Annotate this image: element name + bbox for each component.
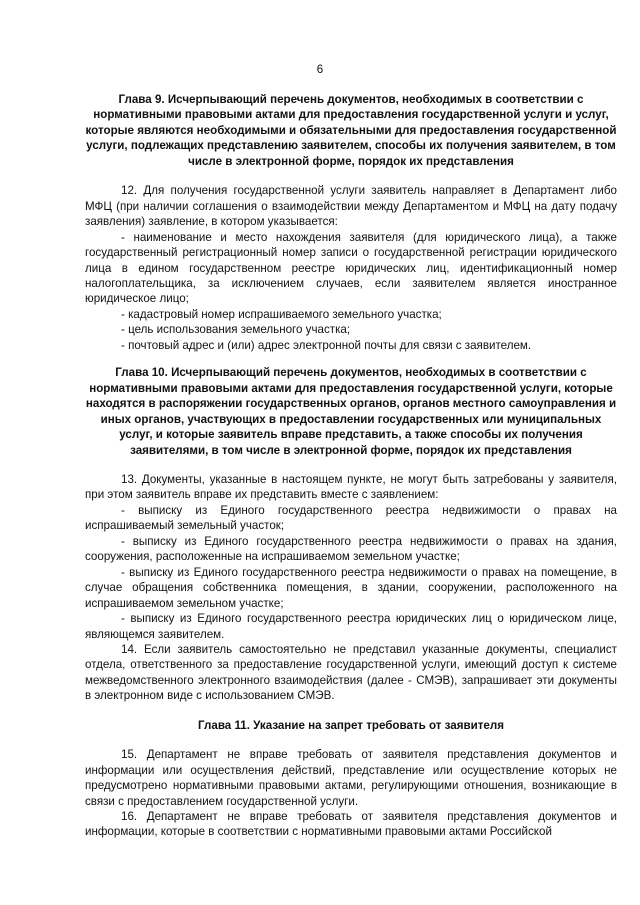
- paragraph-12: 12. Для получения государственной услуги заявитель направляет в Департамент либо МФЦ (при наличии соглашения о взаимодействии между Департаментом и МФЦ на дату подачу заявления) заявление, в котором указывается:: [85, 184, 617, 229]
- chapter-11-heading: Глава 11. Указание на запрет требовать от заявителя: [198, 718, 504, 732]
- list-item: - цель использования земельного участка;: [121, 323, 351, 337]
- paragraph-14: 14. Если заявитель самостоятельно не представил указанные документы, специалист отдела, ответственного за предоставление государственной услуги, имеющий доступ к системе межведомственного электронного взаимодействия (далее - СМЭВ), запрашивает эти документы в электронном виде с использованием СМЭВ.: [85, 642, 617, 703]
- chapter-9-heading: Глава 9. Исчерпывающий перечень документов, необходимых в соответствии с нормативными правовыми актами для предоставления государственной услуги и услуг, которые являются необходимыми и обязательными для предоставления государственной услуги, подлежащих представлению заявителем, способы их получения заявителем, в том числе в электронной форме, порядок их представления: [85, 93, 617, 168]
- document-body: [85, 92, 617, 840]
- list-item: - кадастровый номер испрашиваемого земельного участка;: [121, 307, 442, 321]
- list-item: - наименование и место нахождения заявителя (для юридического лица), а также государственный регистрационный номер записи о государственной регистрации юридического лица в едином государственном реестре юридических лиц, идентификационный номер налогоплательщика, за исключением случаев, если заявителем является иностранное юридическое лицо;: [85, 230, 617, 306]
- list-item: - выписку из Единого государственного реестра недвижимости о правах на помещение, в случае обращения собственника помещения, в здании, сооружении, расположенного на испрашиваемом земельном участке;: [85, 565, 617, 610]
- list-item: - почтовый адрес и (или) адрес электронной почты для связи с заявителем.: [121, 338, 532, 352]
- paragraph-13: 13. Документы, указанные в настоящем пункте, не могут быть затребованы у заявителя, при этом заявитель вправе их представить вместе с заявлением:: [85, 472, 617, 502]
- paragraph-16: 16. Департамент не вправе требовать от заявителя представления документов и информации, которые в соответствии с нормативными правовыми актами Российской: [85, 810, 617, 839]
- chapter-10-heading: Глава 10. Исчерпывающий перечень документов, необходимых в соответствии с нормативными правовыми актами для предоставления государственной услуги, которые находятся в распоряжении государственных органов, органов местного самоуправления и иных органов, участвующих в предоставлении государственных или муниципальных услуг, и которые заявитель вправе представить, а также способы их получения заявителями, в том числе в электронной форме, порядок их представления: [85, 366, 617, 457]
- list-item: - выписку из Единого государственного реестра недвижимости о правах на испрашиваемый земельный участок;: [85, 503, 617, 533]
- list-item: - выписку из Единого государственного реестра недвижимости о правах на здания, сооружения, расположенные на испрашиваемом земельном участке;: [85, 534, 617, 564]
- paragraph-15: 15. Департамент не вправе требовать от заявителя представления документов и информации или осуществления действий, представление или осуществление которых не предусмотрено нормативными правовыми актами, регулирующими отношения, возникающие в связи с предоставлением государственной услуги.: [85, 748, 617, 808]
- list-item: - выписку из Единого государственного реестра юридических лиц о юридическом лице, являющемся заявителем.: [85, 612, 617, 641]
- page-number: 6: [316, 64, 324, 76]
